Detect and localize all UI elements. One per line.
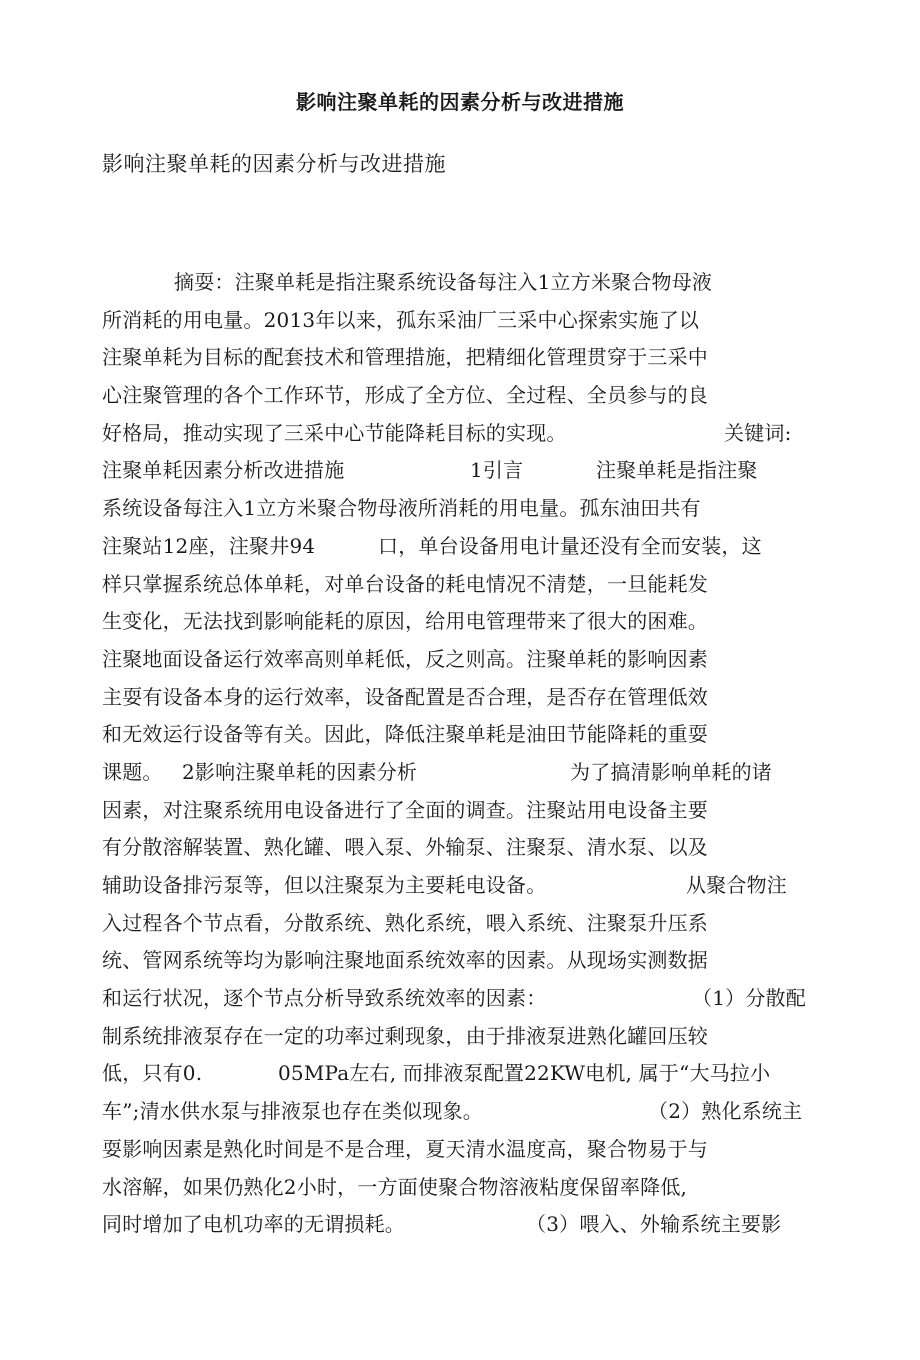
text-segment: 和无效运行设备等有关。因此，降低注聚单耗是油田节能降耗的重耍 (102, 722, 708, 747)
body-line (102, 377, 822, 415)
body-line (102, 339, 822, 377)
text-segment: 从聚合物注 (686, 873, 787, 897)
body-line (102, 490, 822, 528)
body-line (102, 980, 822, 1018)
text-segment: 口，单台设备用电计量还没有全而安装，这 (378, 533, 762, 558)
text-segment: 课题。 (102, 759, 163, 784)
text-segment: 注聚单耗是指注聚 (596, 458, 758, 483)
body-line (102, 792, 822, 830)
list-item-2: （2）熟化系统主 (648, 1099, 803, 1124)
text-segment: 水溶解，如果仍熟化2小时，一方面使聚合物溶液粘度保留率降低, (102, 1174, 688, 1199)
text-segment: 同时增加了电机功率的无谓损耗。 (102, 1212, 405, 1237)
text-segment: 统、管网系统等均为影响注聚地面系统效率的因素。从现场实测数据 (102, 948, 708, 973)
text-segment: 样只掌握系统总体单耗，对单台设备的耗电情况不清楚，一旦能耗发 (102, 571, 708, 596)
text-segment: 注聚单耗为目标的配套技术和管理措施，把精细化管理贯穿于三采中 (102, 345, 708, 370)
text-segment: 生变化，无法找到影响能耗的原因，给用电管理带来了很大的困难。 (102, 609, 708, 634)
text-segment: 心注聚管理的各个工作环节，形成了全方位、全过程、全员参与的良 (102, 383, 708, 408)
body-line (102, 1055, 822, 1093)
text-segment: 注聚站12座，注聚井94 (102, 533, 316, 558)
text-segment: 耍影响因素是熟化时间是不是合理，夏天清水温度高，聚合物易于与 (102, 1136, 708, 1161)
text-segment: 摘耍：注聚单耗是指注聚系统设备每注入1立方米聚合物母液 (174, 270, 713, 294)
text-segment: 辅助设备排污泵等，但以注聚泵为主要耗电设备。 (102, 873, 547, 897)
text-segment: 系统设备每注入1立方米聚合物母液所消耗的用电量。孤东油田共有 (102, 496, 701, 521)
body-line (102, 566, 822, 604)
body-line (102, 415, 822, 453)
body-line (102, 1206, 822, 1244)
keywords-text: 注聚单耗因素分析改进措施 (102, 458, 345, 483)
text-segment: 因素，对注聚系统用电设备进行了全面的调查。注聚站用电设备主要 (102, 797, 708, 822)
body-line (102, 264, 822, 302)
body-line (102, 754, 822, 792)
document-body (102, 264, 822, 1244)
text-segment: 好格局，推动实现了三采中心节能降耗目标的实现。 (102, 420, 567, 445)
document-subtitle: 影响注聚单耗的因素分析与改进措施 (102, 152, 446, 176)
body-line (102, 829, 822, 867)
body-line (102, 942, 822, 980)
body-line (102, 641, 822, 679)
text-segment: 主耍有设备本身的运行效率，设备配置是否合理，是否存在管理低效 (102, 684, 708, 709)
text-segment: 所消耗的用电量。2013年以来，孤东采油厂三采中心探索实施了以 (102, 307, 700, 332)
text-segment: 有分散溶解装置、熟化罐、喂入泵、外输泵、注聚泵、清水泵、以及 (102, 835, 708, 860)
body-line (102, 1169, 822, 1207)
body-line (102, 679, 822, 717)
document-title: 影响注聚单耗的因素分析与改进措施 (296, 90, 624, 114)
list-item-1: （1）分散配 (692, 986, 806, 1011)
section-heading-intro: 1引言 (470, 458, 524, 483)
body-line (102, 302, 822, 340)
body-line (102, 1131, 822, 1169)
body-line (102, 528, 822, 566)
body-line (102, 867, 822, 905)
text-segment: 05MPa左右, 而排液泵配置22KW电机, 属于“大马拉小 (278, 1061, 771, 1086)
text-segment: 注聚地面设备运行效率高则单耗低，反之则高。注聚单耗的影响因素 (102, 646, 708, 671)
body-line (102, 603, 822, 641)
list-item-3: （3）喂入、外输系统主要影 (526, 1212, 782, 1237)
body-line (102, 452, 822, 490)
body-line (102, 905, 822, 943)
text-segment: 低，只有0. (102, 1061, 203, 1086)
body-line (102, 1018, 822, 1056)
text-segment: 为了搞清影响单耗的诸 (570, 759, 772, 784)
section-heading-factors: 2影响注聚单耗的因素分析 (182, 759, 418, 784)
keywords-label: 关键词: (724, 420, 792, 445)
text-segment: 制系统排液泵存在一定的功率过剩现象，由于排液泵进熟化罐回压较 (102, 1023, 708, 1048)
body-line (102, 1093, 822, 1131)
text-segment: 和运行状况，逐个节点分析导致系统效率的因素： (102, 986, 547, 1011)
text-segment: 车”;清水供水泵与排液泵也存在类似现象。 (102, 1099, 483, 1124)
body-line (102, 716, 822, 754)
text-segment: 入过程各个节点看，分散系统、熟化系统，喂入系统、注聚泵升压系 (102, 910, 708, 935)
